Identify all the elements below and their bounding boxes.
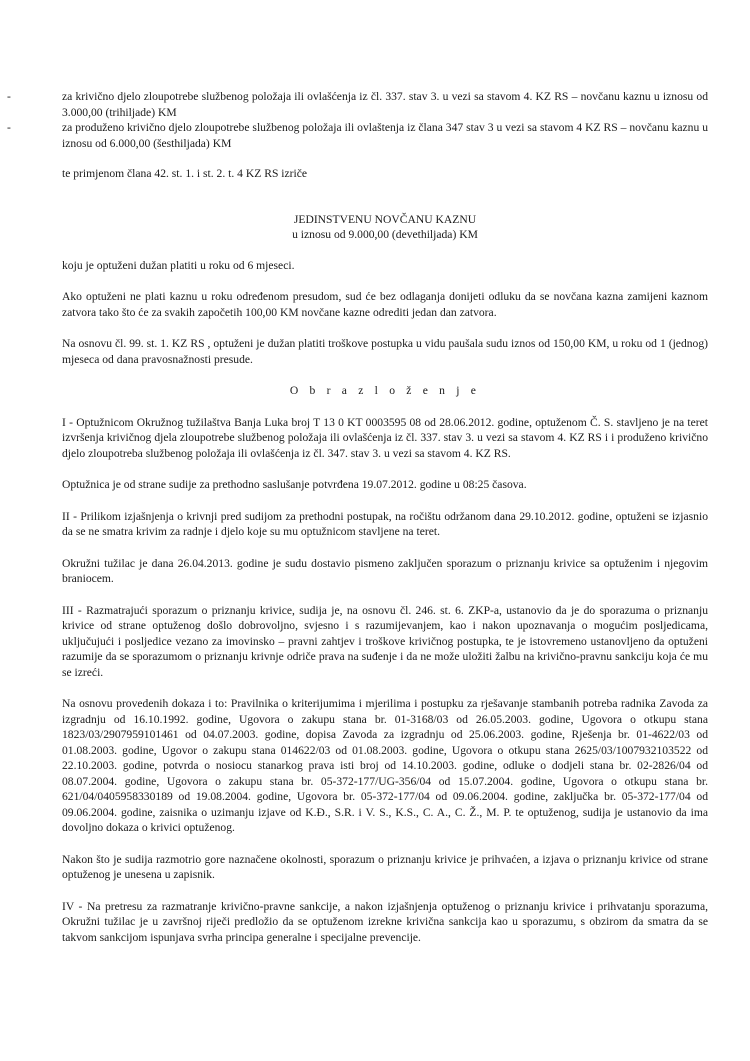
substitution-paragraph: Ako optuženi ne plati kaznu u roku određenom presudom, sud će bez odlaganja donijeti odluku da se novčana kazna zamijeni kaznom zatvora tako što će za svakih započetih 100,00 KM novčane kazne odrediti jedan dan zatvora. xyxy=(62,290,708,319)
evidence-paragraph: Na osnovu provedenih dokaza i to: Pravilnika o kriterijumima i mjerilima i postupku za rješavanje stambanih potreba radnika Zavoda za izgradnju od 16.10.1992. godine, Ugovora o zakupu stana br. 01-3168/03 od 26.05.2003. godine, Ugovora o otkupu stana 1823/03/2907959101461 od 04.07.2003. godine, dopisa Zavoda za izgradnju od 25.06.2003. godine, Rješenja br. 01-4622/03 od 01.08.2003. godine, Ugovor o zakupu stana 014622/03 od 01.08.2003. godine, Ugovora o otkupu stana 2625/03/1007932103522 od 22.10.2003. godine, potvrda o nosiocu stanarkog prava isti broj od 14.10.2003. godine, odluke o dodjeli stana br. 02-2826/04 od 08.07.2004. godine, Ugovora o zakupu stana br. 05-372-177/UG-356/04 od 15.07.2004. godine, Ugovora o otkupu stana br. 621/04/0405958330189 od 19.08.2004. godine, Ugovora br. 05-372-177/04 od 09.06.2004. godine, zaključka br. 05-372-177/04 od 09.06.2004. godine, zaisnika o uzimanju izjave od K.Đ., S.R. i V. S., K.S., C. A., C. Ž., M. P. te optuženog, sudija je ustanovio da ima dovoljno dokaza o krivici optuženog. xyxy=(62,697,708,834)
costs-paragraph: Na osnovu čl. 99. st. 1. KZ RS , optuženi je dužan platiti troškove postupka u vidu paušala sudu iznos od 150,00 KM, u roku od 1 (jednog) mjeseca od dana pravosnažnosti presude. xyxy=(62,337,708,366)
section-2-paragraph: II - Prilikom izjašnjenja o krivnji pred sudijom za prethodni postupak, na ročištu održanom dana 29.10.2012. godine, optuženi se izjasnio da se ne smatra krivim za radnje i djelo koje su mu optužnicom stavljene na teret. xyxy=(62,509,708,538)
payment-line: koju je optuženi dužan platiti u roku od 6 mjeseci. xyxy=(62,258,295,272)
list-item xyxy=(7,120,708,151)
section-4-paragraph: IV - Na pretresu za razmatranje krivično-pravne sankcije, a nakon izjašnjenja optuženog o priznanju krivice i prihvatanju sporazuma, Okružni tužilac je u završnoj riječi predložio da se optuženom izrekne krivična sankcija kao u sporazumu, s obzirom da smatra da se takvom sankcijom ispunjava svrha principa generalne i specijalne prevencije. xyxy=(62,899,708,944)
bullet-dash: - xyxy=(7,90,11,103)
bullet-dash: - xyxy=(7,121,11,134)
section-1-paragraph: I - Optužnicom Okružnog tužilaštva Banja Luka broj T 13 0 KT 0003595 08 od 28.06.2012. godine, optuženom Č. S. stavljeno je na teret izvršenja krivičnog djela zloupotrebe službenog položaja ili ovlašćenja iz čl. 337. stav 3. u vezi sa stavom 4. KZ RS i i produženo krivično djelo zloupotreba službenog položaja ili ovlašćenja iz čl. 347. stav 3. u vezi sa stavom 4. KZ RS. xyxy=(62,415,708,460)
sentence-amount: u iznosu od 9.000,00 (devethiljada) KM xyxy=(292,228,478,241)
penalty-item-text: za krivično djelo zloupotrebe službenog položaja ili ovlašćenja iz čl. 337. stav 3. u vezi sa stavom 4. KZ RS – novčanu kaznu u iznosu od 3.000,00 (trihiljade) KM xyxy=(62,90,708,119)
acceptance-paragraph: Nakon što je sudija razmotrio gore naznačene okolnosti, sporazum o priznanju krivice je prihvaćen, a izjava o priznanju krivice od strane optuženog je unesena u zapisnik. xyxy=(62,852,708,881)
penalty-list xyxy=(7,89,708,151)
list-item xyxy=(7,89,708,120)
penalty-item-text: za produženo krivično djelo zloupotrebe službenog položaja ili ovlaštenja iz člana 347 stav 3 u vezi sa stavom 4 KZ RS – novčanu kaznu u iznosu od 6.000,00 (šesthiljada) KM xyxy=(62,121,708,150)
reasoning-heading: O b r a z l o ž e n j e xyxy=(289,384,481,397)
application-line: te primjenom člana 42. st. 1. i st. 2. t. 4 KZ RS izriče xyxy=(62,167,308,180)
section-3-paragraph: III - Razmatrajući sporazum o priznanju krivice, sudija je, na osnovu čl. 246. st. 6. ZKP-a, ustanovio da je do sporazuma o priznanju krivice od strane optuženog došlo dobrovoljno, svjesno i s razumijevanjem, kao i nakon upoznavanja o mogućim posljedicama, uključujući i posljedice vezano za imovinsko – pravni zahtjev i troškove krivičnog postupka, te je istovremeno ustanovljeno da optuženi razumije da se sporazumom o priznanju krivnje odriče prava na suđenje i da ne može uložiti žalbu na krivično-pravnu sankciju koja će mu se izreći. xyxy=(62,603,708,679)
prosecutor-paragraph: Okružni tužilac je dana 26.04.2013. godine je sudu dostavio pismeno zaključen sporazum o priznanju krivice sa optuženim i njegovim braniocem. xyxy=(62,556,708,585)
document-body xyxy=(7,89,708,945)
sentence-heading: JEDINSTVENU NOVČANU KAZNU xyxy=(293,212,477,226)
confirmation-paragraph: Optužnica je od strane sudije za prethodno saslušanje potvrđena 19.07.2012. godine u 08:25 časova. xyxy=(62,478,527,491)
